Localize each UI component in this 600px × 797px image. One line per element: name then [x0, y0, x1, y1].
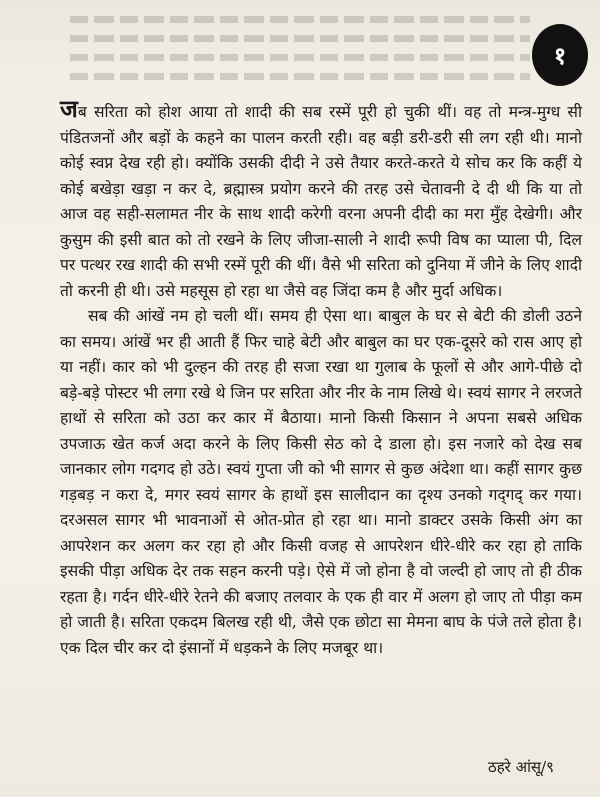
- paragraph-1-text: ब सरिता को होश आया तो शादी की सब रस्में पूरी हो चुकी थीं। वह तो मन्त्र-मुग्ध सी पंडितजनों और बड़ों के कहने का पालन करती रही। वह बड़ी डरी-डरी सी लग रही थी। मानो कोई स्वप्न देख रही हो। क्योंकि उसकी दीदी ने उसे तैयार करते-करते ये सोच कर कि कहीं ये कोई बखेड़ा खड़ा न कर दे, ब्रह्मास्त्र प्रयोग करने की तरह उसे चेतावनी दे दी थी कि या तो आज वह सही-सलामत नीर के साथ शादी करेगी वरना अपनी दीदी का मरा मुँह देखेगी। और कुसुम की इसी बात को तो रखने के लिए जीजा-साली ने शादी रूपी विष का प्याला पी, दिल पर पत्थर रख शादी की सभी रस्में पूरी की थीं। वैसे भी सरिता को दुनिया में जीने के लिए शादी तो करनी ही थी। उसे महसूस हो रहा था जैसे वह जिंदा कम है और मुर्दा अधिक।: [60, 103, 582, 300]
- bleed-through-text: [70, 4, 530, 80]
- body-text: [60, 96, 582, 661]
- drop-cap: ज: [60, 94, 78, 123]
- page-footer: ठहरे आंसू/९: [488, 758, 554, 776]
- paragraph-2: सब की आंखें नम हो चली थीं। समय ही ऐसा था। बाबुल के घर से बेटी की डोली उठने का समय। आंखें भर ही आती हैं फिर चाहे बेटी और बाबुल का घर एक-दूसरे को रास आए हो या नहीं। कार को भी दुल्हन की तरह ही सजा रखा था गुलाब के फूलों से और आगे-पीछे दो बड़े-बड़े पोस्टर भी लगा रखे थे जिन पर सरिता और नीर के नाम लिखे थे। स्वयं सागर ने लरजते हाथों से सरिता को उठा कर कार में बैठाया। मानो किसी किसान ने अपना सबसे अधिक उपजाऊ खेत कर्ज अदा करने के लिए किसी सेठ को दे डाला हो। इस नजारे को देख सब जानकार लोग गदगद हो उठे। स्वयं गुप्ता जी को भी सागर से कुछ अंदेशा था। कहीं सागर कुछ गड़बड़ न करा दे, मगर स्वयं सागर के हाथों इस सालीदान का दृश्य उनको गद्‌गद्‌ कर गया। दरअसल सागर भी भावनाओं से ओत-प्रोत हो रहा था। मानो डाक्टर उसके किसी अंग का आपरेशन कर अलग कर रहा हो और किसी वजह से आपरेशन धीरे-धीरे कर रहा हो ताकि इसकी पीड़ा अधिक देर तक सहन करनी पड़े। ऐसे में जो होना है वो जल्दी हो जाए तो ही ठीक रहता है। गर्दन धीरे-धीरे रेतने की बजाए तलवार के एक ही वार में अलग हो जाए तो पीड़ा कम हो जाती है। सरिता एकदम बिलख रही थी, जैसे एक छोटा सा मेमना बाघ के पंजे तले होता है। एक दिल चीर कर दो इंसानों में धड़कने के लिए मजबूर था।: [60, 307, 582, 657]
- chapter-number-badge: १: [532, 24, 588, 86]
- paragraph-1: [60, 96, 582, 304]
